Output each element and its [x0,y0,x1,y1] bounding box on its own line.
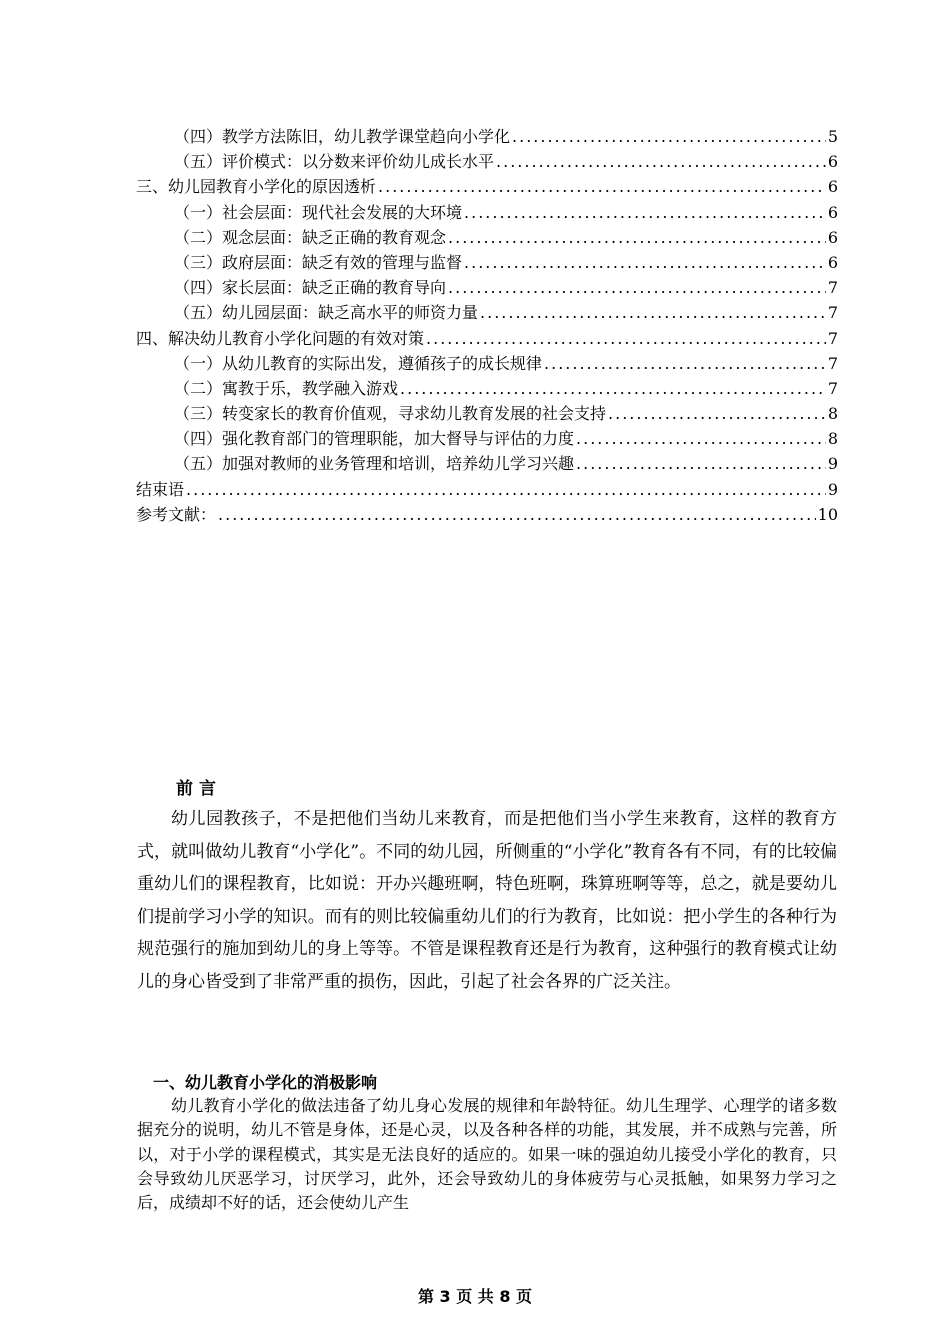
toc-entry-title: 四、解决幼儿教育小学化问题的有效对策 [136,328,425,348]
toc-entry-page-number: 6 [827,252,838,272]
toc-entry [136,225,838,250]
toc-dot-leader [426,326,826,351]
toc-entry-page-number: 10 [817,504,838,524]
toc-entry-title: （二）观念层面：缺乏正确的教育观念 [174,227,447,247]
toc-entry-title: （一）社会层面：现代社会发展的大环境 [174,202,463,222]
toc-entry-title: 参考文献： [136,504,217,524]
toc-dot-leader [218,502,816,527]
toc-entry-page-number: 6 [827,202,838,222]
toc-entry-page-number: 7 [827,328,838,348]
toc-entry-page-number: 9 [827,454,838,474]
toc-entry [136,326,838,351]
toc-entry-page-number: 7 [827,278,838,298]
toc-entry-title: （五）幼儿园层面：缺乏高水平的师资力量 [174,303,479,323]
preface-heading: 前言 [176,779,222,799]
toc-entry-title: （三）转变家长的教育价值观，寻求幼儿教育发展的社会支持 [174,404,607,424]
toc-dot-leader [496,149,826,174]
toc-entry-page-number: 8 [827,404,838,424]
toc-entry [136,376,838,401]
toc-entry-title: （一）从幼儿教育的实际出发，遵循孩子的成长规律 [174,353,543,373]
toc-entry [136,351,838,376]
section-1-paragraph: 幼儿教育小学化的做法违备了幼儿身心发展的规律和年龄特征。幼儿生理学、心理学的诸多数据充分的说明，幼儿不管是身体，还是心灵，以及各种各样的功能，其发展，并不成熟与完善，所以，对于小学的课程模式，其实是无法良好的适应的。如果一味的强迫幼儿接受小学化的教育，只会导致幼儿厌恶学习，讨厌学习，此外，还会导致幼儿的身体疲劳与心灵抵触，如果努力学习之后，成绩却不好的话，还会使幼儿产生 [137,1096,837,1213]
toc-entry-page-number: 7 [827,303,838,323]
toc-entry-title: （三）政府层面：缺乏有效的管理与监督 [174,252,463,272]
toc-entry-title: （五）加强对教师的业务管理和培训，培养幼儿学习兴趣 [174,454,575,474]
toc-entry [136,200,838,225]
toc-entry-title: （四）家长层面：缺乏正确的教育导向 [174,278,447,298]
toc-entry [136,300,838,325]
toc-dot-leader [464,200,826,225]
toc-dot-leader [186,477,826,502]
toc-entry-page-number: 6 [827,227,838,247]
toc-entry [136,250,838,275]
toc-entry-page-number: 7 [827,378,838,398]
toc-entry-page-number: 6 [827,177,838,197]
page-footer: 第 3 页 共 8 页 [417,1287,533,1306]
toc-entry [136,401,838,426]
toc-entry [136,124,838,149]
toc-entry-page-number: 8 [827,429,838,449]
toc-entry-title: （四）强化教育部门的管理职能，加大督导与评估的力度 [174,429,575,449]
toc-dot-leader [512,124,826,149]
toc-dot-leader [448,275,826,300]
toc-entry [136,174,838,199]
toc-dot-leader [576,451,826,476]
toc-entry-title: （四）教学方法陈旧，幼儿教学课堂趋向小学化 [174,127,511,146]
toc-dot-leader [608,401,826,426]
section-1-heading: 一、幼儿教育小学化的消极影响 [153,1073,378,1092]
toc-dot-leader [544,351,826,376]
toc-dot-leader [576,426,826,451]
toc-entry-page-number: 9 [827,479,838,499]
toc-dot-leader [400,376,826,401]
toc-dot-leader [378,174,826,199]
toc-entry-page-number: 7 [827,353,838,373]
table-of-contents [136,124,838,527]
toc-entry-title: 结束语 [136,479,185,499]
toc-entry-title: 三、幼儿园教育小学化的原因透析 [136,177,377,197]
toc-entry [136,451,838,476]
toc-dot-leader [464,250,826,275]
toc-dot-leader [448,225,826,250]
toc-dot-leader [480,300,826,325]
toc-entry [136,502,838,527]
preface-paragraph: 幼儿园教孩子，不是把他们当幼儿来教育，而是把他们当小学生来教育，这样的教育方式，就叫做幼儿教育“小学化”。不同的幼儿园，所侧重的“小学化”教育各有不同，有的比较偏重幼儿们的课程教育，比如说：开办兴趣班啊，特色班啊，珠算班啊等等，总之，就是要幼儿们提前学习小学的知识。而有的则比较偏重幼儿们的行为教育，比如说：把小学生的各种行为规范强行的施加到幼儿的身上等等。不管是课程教育还是行为教育，这种强行的教育模式让幼儿的身心皆受到了非常严重的损伤，因此，引起了社会各界的广泛关注。 [137,809,837,992]
toc-entry [136,477,838,502]
toc-entry-page-number: 5 [827,127,838,146]
toc-entry-page-number: 6 [827,152,838,172]
toc-entry [136,426,838,451]
toc-entry [136,149,838,174]
toc-entry-title: （五）评价模式：以分数来评价幼儿成长水平 [174,152,495,172]
toc-entry [136,275,838,300]
toc-entry-title: （二）寓教于乐，教学融入游戏 [174,378,399,398]
